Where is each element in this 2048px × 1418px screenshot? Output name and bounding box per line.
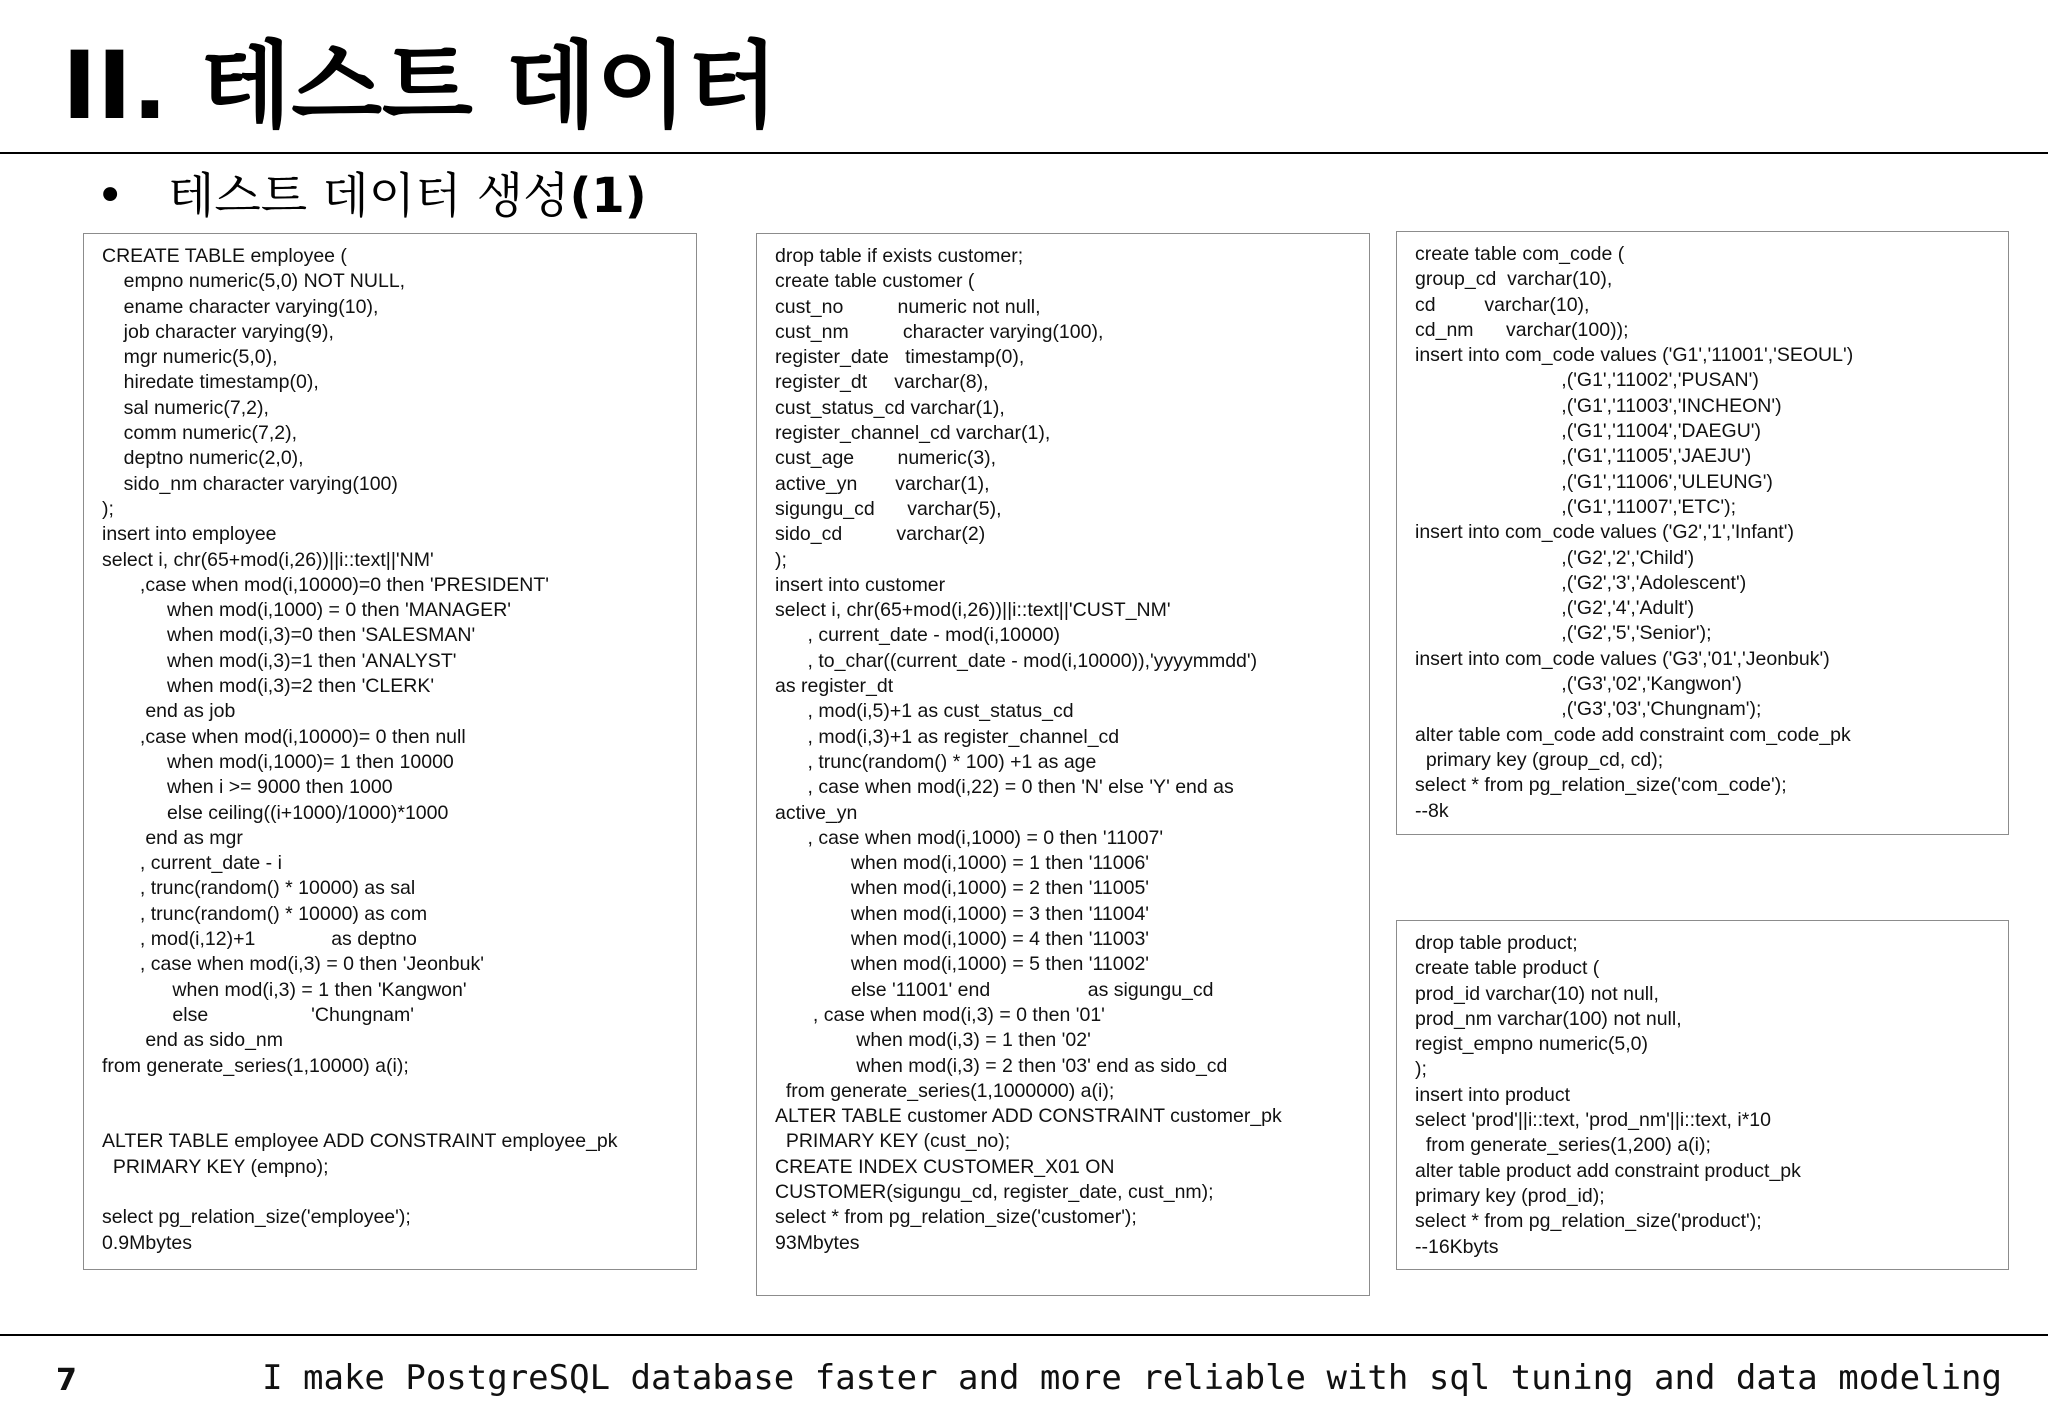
com-code-sql-box xyxy=(1396,231,2009,835)
section-bullet xyxy=(96,168,647,224)
employee-sql-box xyxy=(83,233,697,1270)
section-subtitle-number: (1) xyxy=(569,168,647,224)
employee-sql-code: CREATE TABLE employee ( empno numeric(5,0) NOT NULL, ename character varying(10), job character varying(9), mgr numeric(5,0), hiredate timestamp(0), sal numeric(7,2), comm numeric(7,2), deptno numeric(2,0), sido_nm character varying(100) ); insert into employee select i, chr(65+mod(i,26))||i::text||'NM' ,case when mod(i,10000)=0 then 'PRESIDENT' when mod(i,1000) = 0 then 'MANAGER' when mod(i,3)=0 then 'SALESMAN' when mod(i,3)=1 then 'ANALYST' when mod(i,3)=2 then 'CLERK' end as job ,case when mod(i,10000)= 0 then null when mod(i,1000)= 1 then 10000 when i >= 9000 then 1000 else ceiling((i+1000)/1000)*1000 end as mgr , current_date - i , trunc(random() * 10000) as sal , trunc(random() * 10000) as com , mod(i,12)+1 as deptno , case when mod(i,3) = 0 then 'Jeonbuk' when mod(i,3) = 1 then 'Kangwon' else 'Chungnam' end as sido_nm from generate_series(1,10000) a(i); ALTER TABLE employee ADD CONSTRAINT employee_pk PRIMARY KEY (empno); select pg_relation_size('employee'); 0.9Mbytes xyxy=(102,245,618,1254)
title-divider xyxy=(0,152,2048,154)
product-sql-box xyxy=(1396,920,2009,1270)
slide-title: II. 테스트 데이터 xyxy=(62,32,778,141)
footer-divider xyxy=(0,1334,2048,1336)
bullet-marker: • xyxy=(96,168,125,224)
customer-sql-box xyxy=(756,233,1370,1296)
customer-sql-code: drop table if exists customer; create table customer ( cust_no numeric not null, cust_nm character varying(100), register_date timestamp(0), register_dt varchar(8), cust_status_cd varchar(1), register_channel_cd varchar(1), cust_age numeric(3), active_yn varchar(1), sigungu_cd varchar(5), sido_cd varchar(2) ); insert into customer select i, chr(65+mod(i,26))||i::text||'CUST_NM' , current_date - mod(i,10000) , to_char((current_date - mod(i,10000)),'yyyymmdd') as register_dt , mod(i,5)+1 as cust_status_cd , mod(i,3)+1 as register_channel_cd , trunc(random() * 100) +1 as age , case when mod(i,22) = 0 then 'N' else 'Y' end as active_yn , case when mod(i,1000) = 0 then '11007' when mod(i,1000) = 1 then '11006' when mod(i,1000) = 2 then '11005' when mod(i,1000) = 3 then '11004' when mod(i,1000) = 4 then '11003' when mod(i,1000) = 5 then '11002' else '11001' end as sigungu_cd , case when mod(i,3) = 0 then '01' when mod(i,3) = 1 then '02' when mod(i,3) = 2 then '03' end as sido_cd from generate_series(1,1000000) a(i); ALTER TABLE customer ADD CONSTRAINT customer_pk PRIMARY KEY (cust_no); CREATE INDEX CUSTOMER_X01 ON CUSTOMER(sigungu_cd, register_date, cust_nm); select * from pg_relation_size('customer'); 93Mbytes xyxy=(775,245,1282,1254)
product-sql-code: drop table product; create table product ( prod_id varchar(10) not null, prod_nm varchar(100) not null, regist_empno numeric(5,0) ); insert into product select 'prod'||i::text, 'prod_nm'||i::text, i*10 from generate_series(1,200) a(i); alter table product add constraint product_pk primary key (prod_id); select * from pg_relation_size('product'); --16Kbyts xyxy=(1415,932,1801,1258)
com-code-sql-code: create table com_code ( group_cd varchar(10), cd varchar(10), cd_nm varchar(100)); insert into com_code values ('G1','11001','SEOUL') ,('G1','11002','PUSAN') ,('G1','11003','INCHEON') ,('G1','11004','DAEGU') ,('G1','11005','JAEJU') ,('G1','11006','ULEUNG') ,('G1','11007','ETC'); insert into com_code values ('G2','1','Infant') ,('G2','2','Child') ,('G2','3','Adolescent') ,('G2','4','Adult') ,('G2','5','Senior'); insert into com_code values ('G3','01','Jeonbuk') ,('G3','02','Kangwon') ,('G3','03','Chungnam'); alter table com_code add constraint com_code_pk primary key (group_cd, cd); select * from pg_relation_size('com_code'); --8k xyxy=(1415,243,1854,822)
section-subtitle: 테스트 데이터 생성 xyxy=(168,168,570,224)
footer-tagline: I make PostgreSQL database faster and more reliable with sql tuning and data modeling xyxy=(262,1358,2002,1398)
page-number: 7 xyxy=(56,1363,77,1398)
